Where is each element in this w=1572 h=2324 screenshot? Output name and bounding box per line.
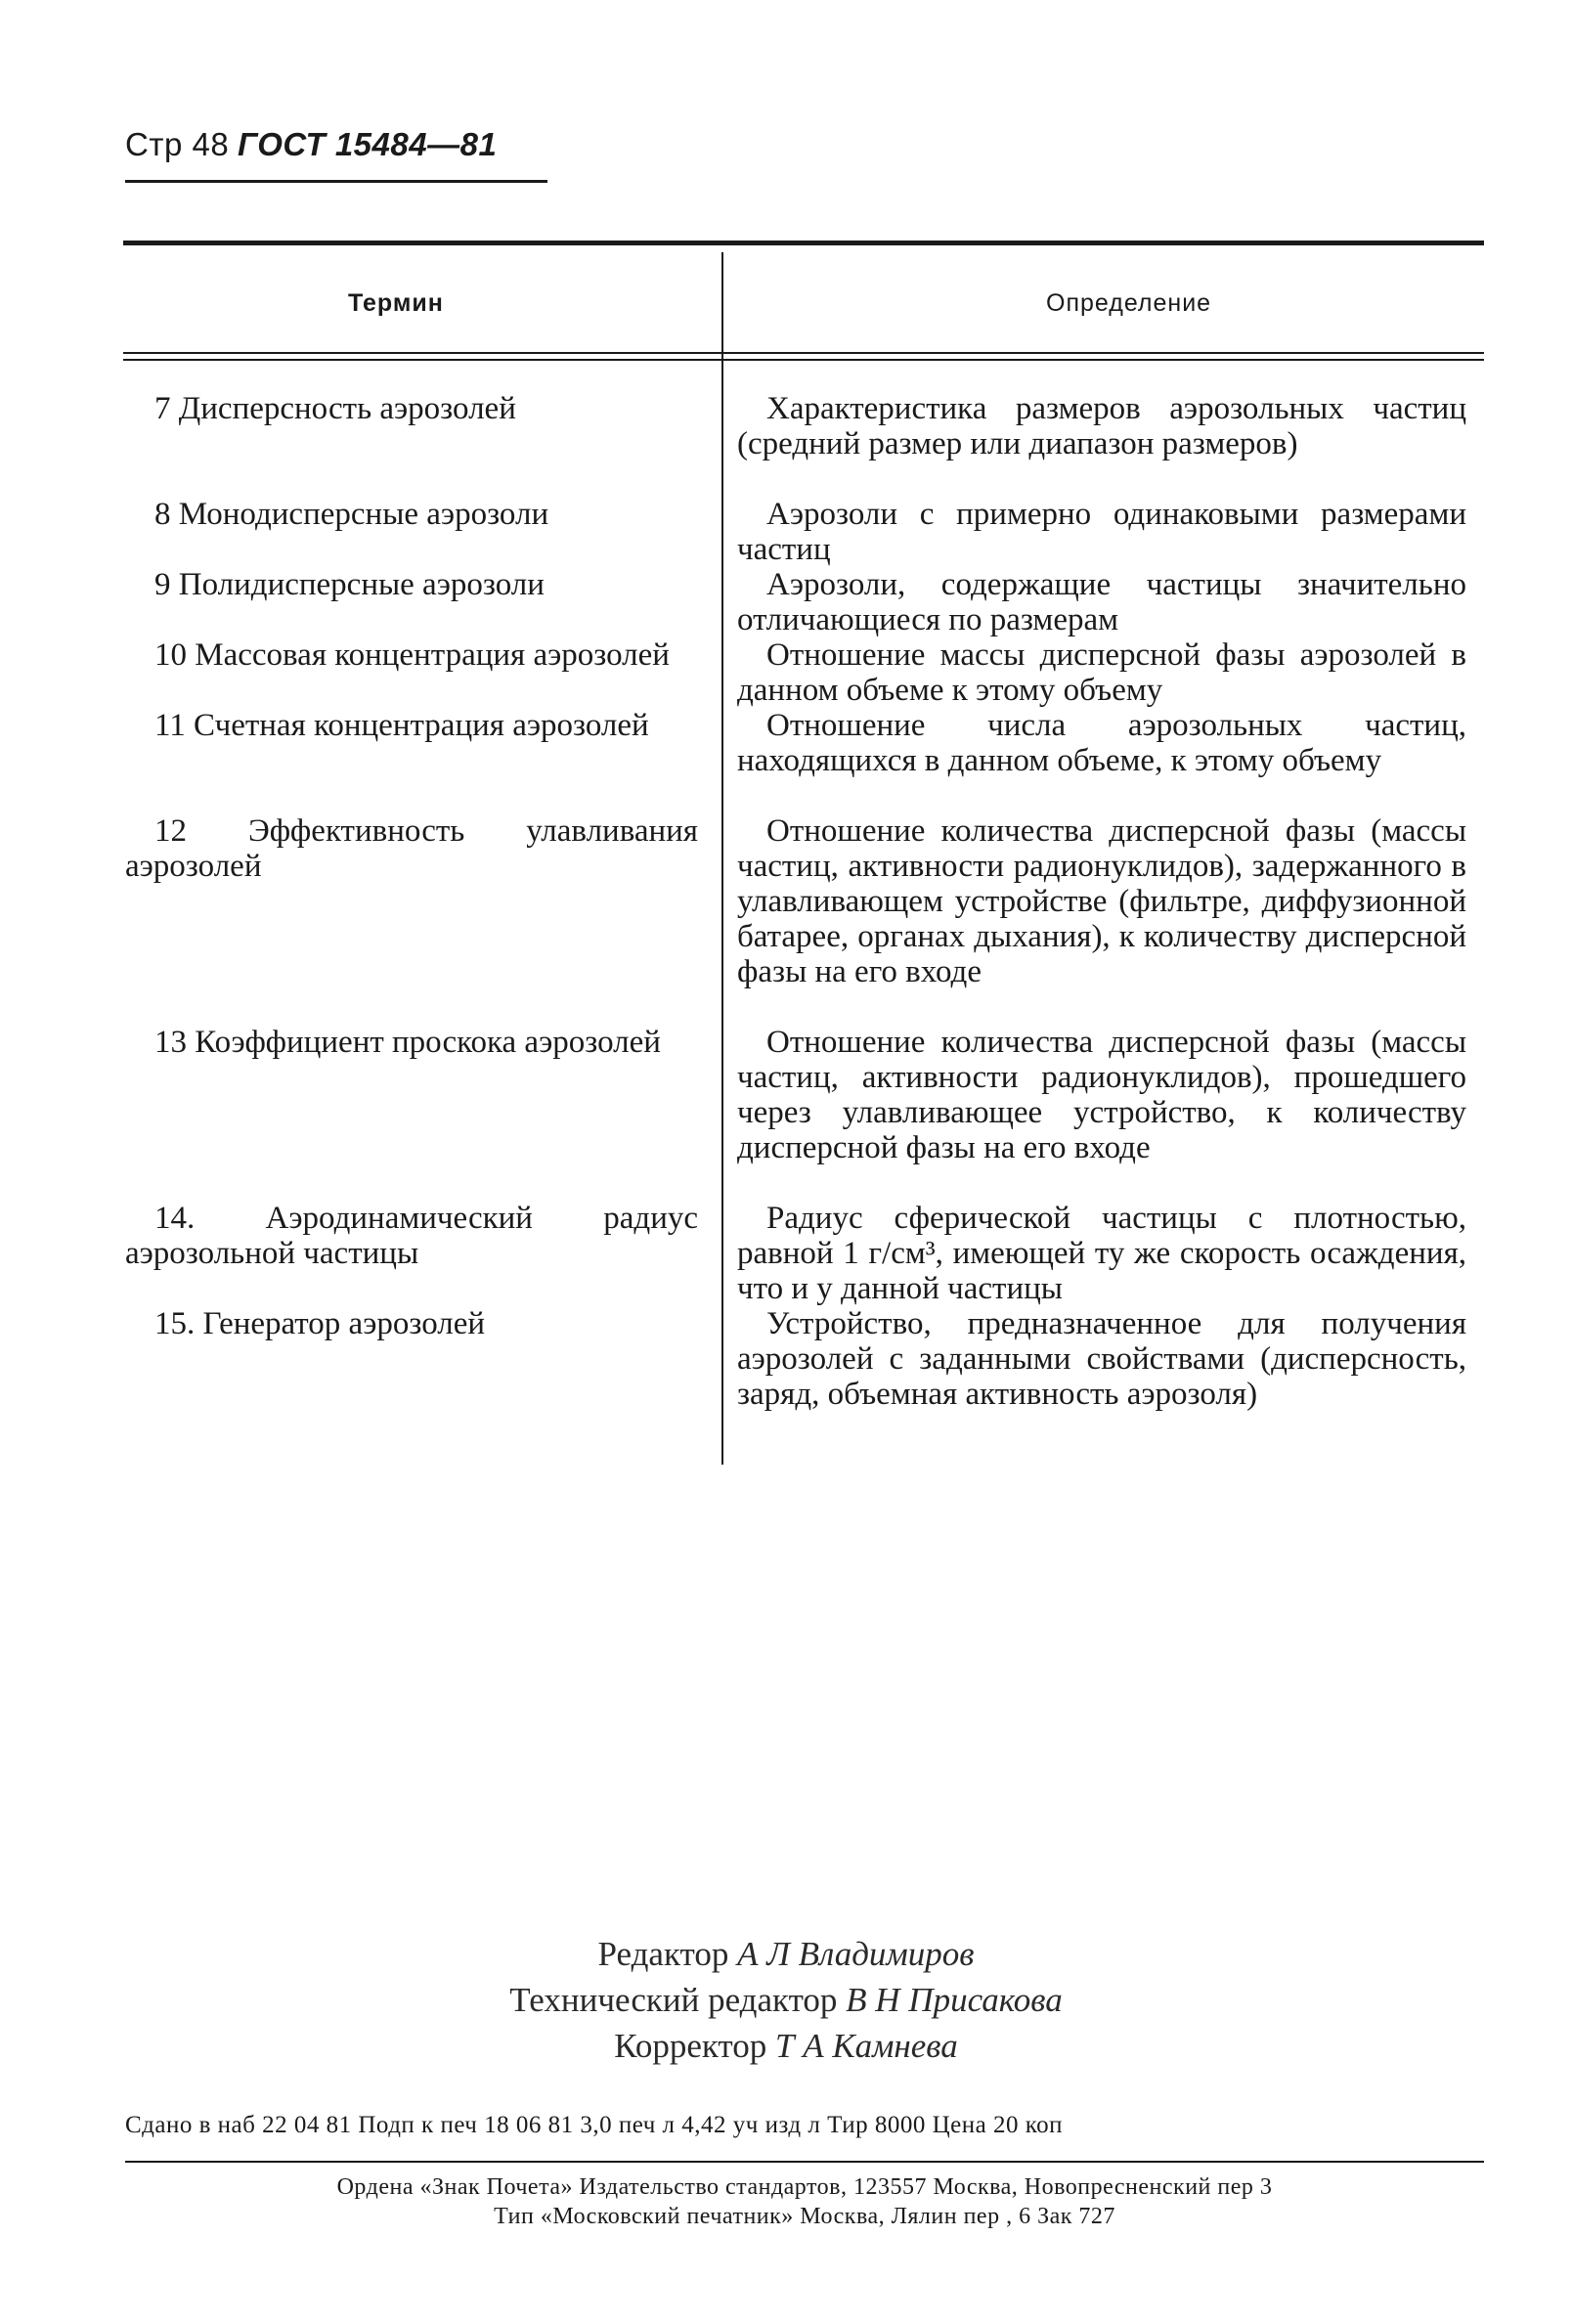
printer-line: Тип «Московский печатник» Москва, Лялин пер , 6 Зак 727 xyxy=(494,2204,1115,2229)
term-cell: 7 Дисперсность аэрозолей xyxy=(154,391,516,426)
page-number: Стр 48 xyxy=(125,126,230,162)
table-header-rule-double xyxy=(123,359,1484,361)
definition-cell: Отношение количества дисперсной фазы (массы частиц, активности радионуклидов), задержанного в улавливающем устройстве (фильтре, диффузионной батарее, органах дыхания), к количеству дисперсной фазы на его входе xyxy=(737,813,1466,989)
definition-cell: Отношение числа аэрозольных частиц, находящихся в данном объеме, к этому объему xyxy=(737,708,1466,778)
table-row xyxy=(0,497,1572,567)
column-header-definition: Определение xyxy=(1046,289,1212,317)
table-row xyxy=(0,813,1572,1025)
table-row xyxy=(0,391,1572,497)
term-cell: 12 Эффективность улавливания аэрозолей xyxy=(125,813,698,884)
publisher-line: Ордена «Знак Почета» Издательство стандартов, 123557 Москва, Новопресненский пер 3 xyxy=(336,2174,1273,2200)
table-row xyxy=(0,1306,1572,1447)
term-cell: 10 Массовая концентрация аэрозолей xyxy=(154,637,670,673)
header-rule xyxy=(125,180,547,183)
table-row xyxy=(0,637,1572,708)
definition-cell: Радиус сферической частицы с плотностью, равной 1 г/см³, имеющей ту же скорость осаждения, что и у данной частицы xyxy=(737,1201,1466,1306)
term-cell: 9 Полидисперсные аэрозоли xyxy=(154,567,545,602)
corrector-line xyxy=(0,2023,1572,2069)
editor-line xyxy=(0,1931,1572,1977)
definition-cell: Устройство, предназначенное для получения аэрозолей с заданными свойствами (дисперсность, заряд, объемная активность аэрозоля) xyxy=(737,1306,1466,1412)
definition-cell: Отношение массы дисперсной фазы аэрозолей в данном объеме к этому объему xyxy=(737,637,1466,708)
definition-cell: Характеристика размеров аэрозольных частиц (средний размер или диапазон размеров) xyxy=(737,391,1466,461)
tech-editor-label: Технический редактор xyxy=(509,1981,838,2019)
table-row xyxy=(0,708,1572,813)
standard-code: ГОСТ 15484—81 xyxy=(237,126,498,162)
print-details: Сдано в наб 22 04 81 Подп к печ 18 06 81 3,0 печ л 4,42 уч изд л Тир 8000 Цена 20 коп xyxy=(125,2112,1064,2138)
table-row xyxy=(0,1201,1572,1306)
term-cell: 15. Генератор аэрозолей xyxy=(154,1306,486,1341)
terms-table-body xyxy=(0,391,1572,1447)
footer-rule xyxy=(125,2161,1484,2163)
definition-cell: Отношение количества дисперсной фазы (массы частиц, активности радионуклидов), прошедшего через улавливающее устройство, к количеству дисперсной фазы на его входе xyxy=(737,1025,1466,1165)
definition-cell: Аэрозоли, содержащие частицы значительно отличающиеся по размерам xyxy=(737,567,1466,637)
term-cell: 11 Счетная концентрация аэрозолей xyxy=(154,708,649,743)
page-header xyxy=(125,125,497,165)
publisher-info xyxy=(125,2172,1484,2231)
table-row xyxy=(0,1025,1572,1201)
corrector-label: Корректор xyxy=(614,2027,767,2065)
editorial-credits xyxy=(0,1931,1572,2069)
column-header-term: Термин xyxy=(348,289,444,317)
term-cell: 8 Монодисперсные аэрозоли xyxy=(154,497,549,532)
table-row xyxy=(0,567,1572,637)
tech-editor-name: В Н Присакова xyxy=(846,1981,1063,2019)
definition-cell: Аэрозоли с примерно одинаковыми размерами частиц xyxy=(737,497,1466,567)
term-cell: 14. Аэродинамический радиус аэрозольной частицы xyxy=(125,1201,698,1271)
tech-editor-line xyxy=(0,1977,1572,2023)
editor-label: Редактор xyxy=(597,1935,729,1973)
table-header-rule xyxy=(123,352,1484,354)
editor-name: А Л Владимиров xyxy=(737,1935,975,1973)
corrector-name: Т А Камнева xyxy=(774,2027,958,2065)
table-top-rule xyxy=(123,241,1484,245)
term-cell: 13 Коэффициент проскока аэрозолей xyxy=(154,1025,661,1060)
